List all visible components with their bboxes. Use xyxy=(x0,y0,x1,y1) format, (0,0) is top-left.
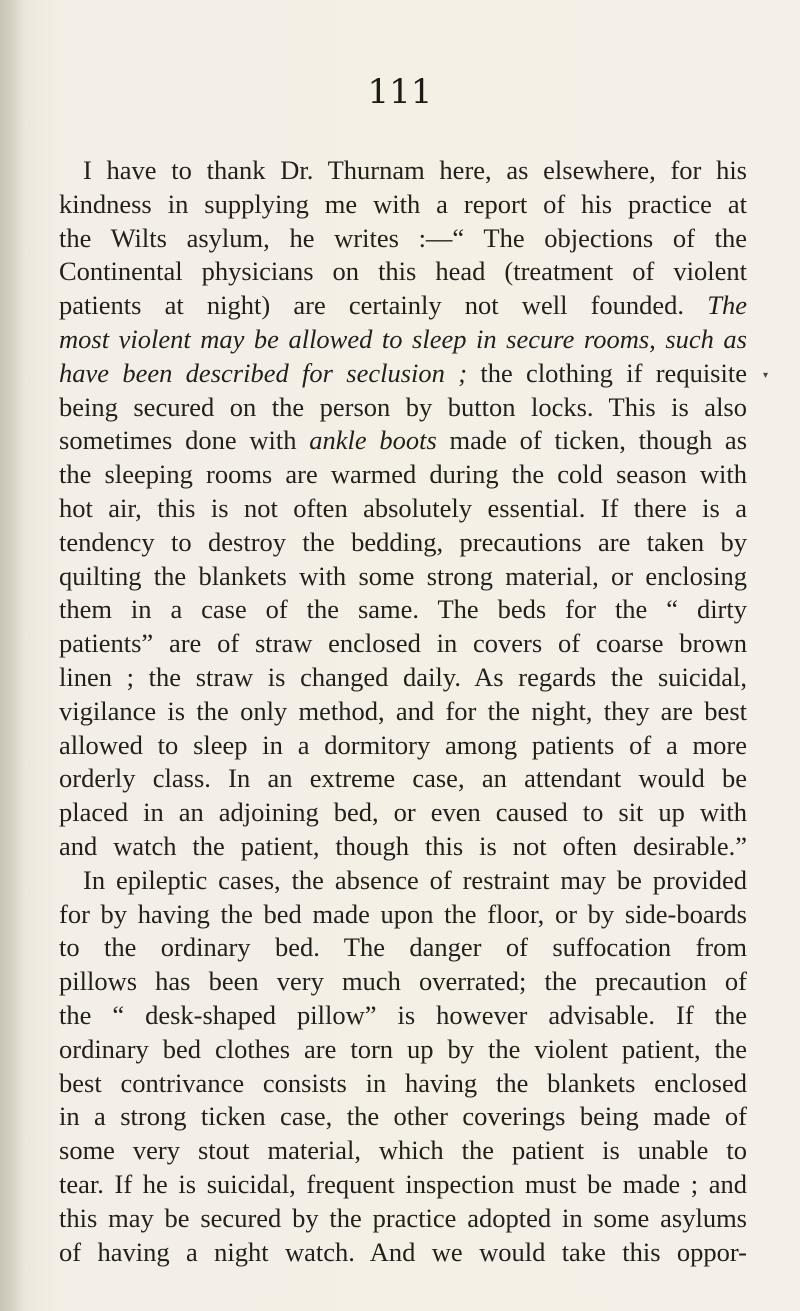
text-line: In epileptic cases, the absence of restraint may be provided xyxy=(83,864,747,895)
text-line-mixed xyxy=(59,289,747,323)
text-line: patients” are of straw enclosed in covers of coarse brown xyxy=(59,628,747,659)
stray-mark: ▾ xyxy=(763,370,769,381)
text-segment: made of ticken, though as xyxy=(436,425,748,456)
italic-segment: have been described for seclusion ; xyxy=(59,357,468,388)
text-segment: the clothing if requisite xyxy=(467,357,747,388)
text-line: and watch the patient, though this is not often desirable.” xyxy=(59,830,747,861)
text-line: vigilance is the only method, and for the night, they are best xyxy=(59,695,747,726)
text-line: the Wilts asylum, he writes :—“ The objections of the xyxy=(59,222,747,253)
text-line: kindness in supplying me with a report of his practice at xyxy=(59,188,747,219)
text-line: in a strong ticken case, the other coverings being made of xyxy=(59,1101,747,1132)
text-line: I have to thank Dr. Thurnam here, as elsewhere, for his xyxy=(83,155,747,185)
text-line: of having a night watch. And we would take this oppor- xyxy=(59,1236,747,1267)
text-line: hot air, this is not often absolutely essential. If there is a xyxy=(59,492,747,523)
text-line: the sleeping rooms are warmed during the cold season with xyxy=(59,459,747,490)
text-line: best contrivance consists in having the blankets enclosed xyxy=(59,1067,747,1098)
page-edge-shadow xyxy=(0,0,26,1311)
page-number: 111 xyxy=(367,72,433,112)
text-line: tear. If he is suicidal, frequent inspection must be made ; and xyxy=(59,1168,747,1199)
text-line: placed in an adjoining bed, or even caused to sit up with xyxy=(59,797,747,828)
text-line: Continental physicians on this head (treatment of violent xyxy=(59,256,747,287)
text-line: linen ; the straw is changed daily. As regards the suicidal, xyxy=(59,661,747,692)
text-line-italic xyxy=(59,323,747,357)
italic-segment: The xyxy=(707,290,747,321)
text-line: them in a case of the same. The beds for the “ dirty xyxy=(59,594,747,625)
text-line: the “ desk-shaped pillow” is however advisable. If the xyxy=(59,999,747,1030)
text-segment: sometimes done with xyxy=(59,425,297,456)
text-line: allowed to sleep in a dormitory among patients of a more xyxy=(59,729,747,760)
text-line: being secured on the person by button locks. This is also xyxy=(59,391,747,422)
text-line: ordinary bed clothes are torn up by the violent patient, the xyxy=(59,1033,747,1064)
text-line: tendency to destroy the bedding, precautions are taken by xyxy=(59,526,747,557)
text-line: this may be secured by the practice adopted in some asylums xyxy=(59,1202,747,1233)
text-line: pillows has been very much overrated; the precaution of xyxy=(59,966,747,997)
italic-segment: ankle boots xyxy=(309,425,437,456)
text-line: for by having the bed made upon the floor, or by side-boards xyxy=(59,898,747,929)
text-line: orderly class. In an extreme case, an attendant would be xyxy=(59,763,747,794)
body-text xyxy=(59,154,747,1269)
text-line: some very stout material, which the patient is unable to xyxy=(59,1135,747,1166)
text-segment: patients at night) are certainly not well founded. xyxy=(59,290,685,321)
text-line: quilting the blankets with some strong material, or enclosing xyxy=(59,560,747,591)
text-line: to the ordinary bed. The danger of suffocation from xyxy=(59,932,747,963)
italic-segment: most violent may be allowed to sleep in secure rooms, such as xyxy=(59,323,747,354)
text-line-mixed xyxy=(59,424,747,458)
text-line-mixed xyxy=(59,357,747,391)
